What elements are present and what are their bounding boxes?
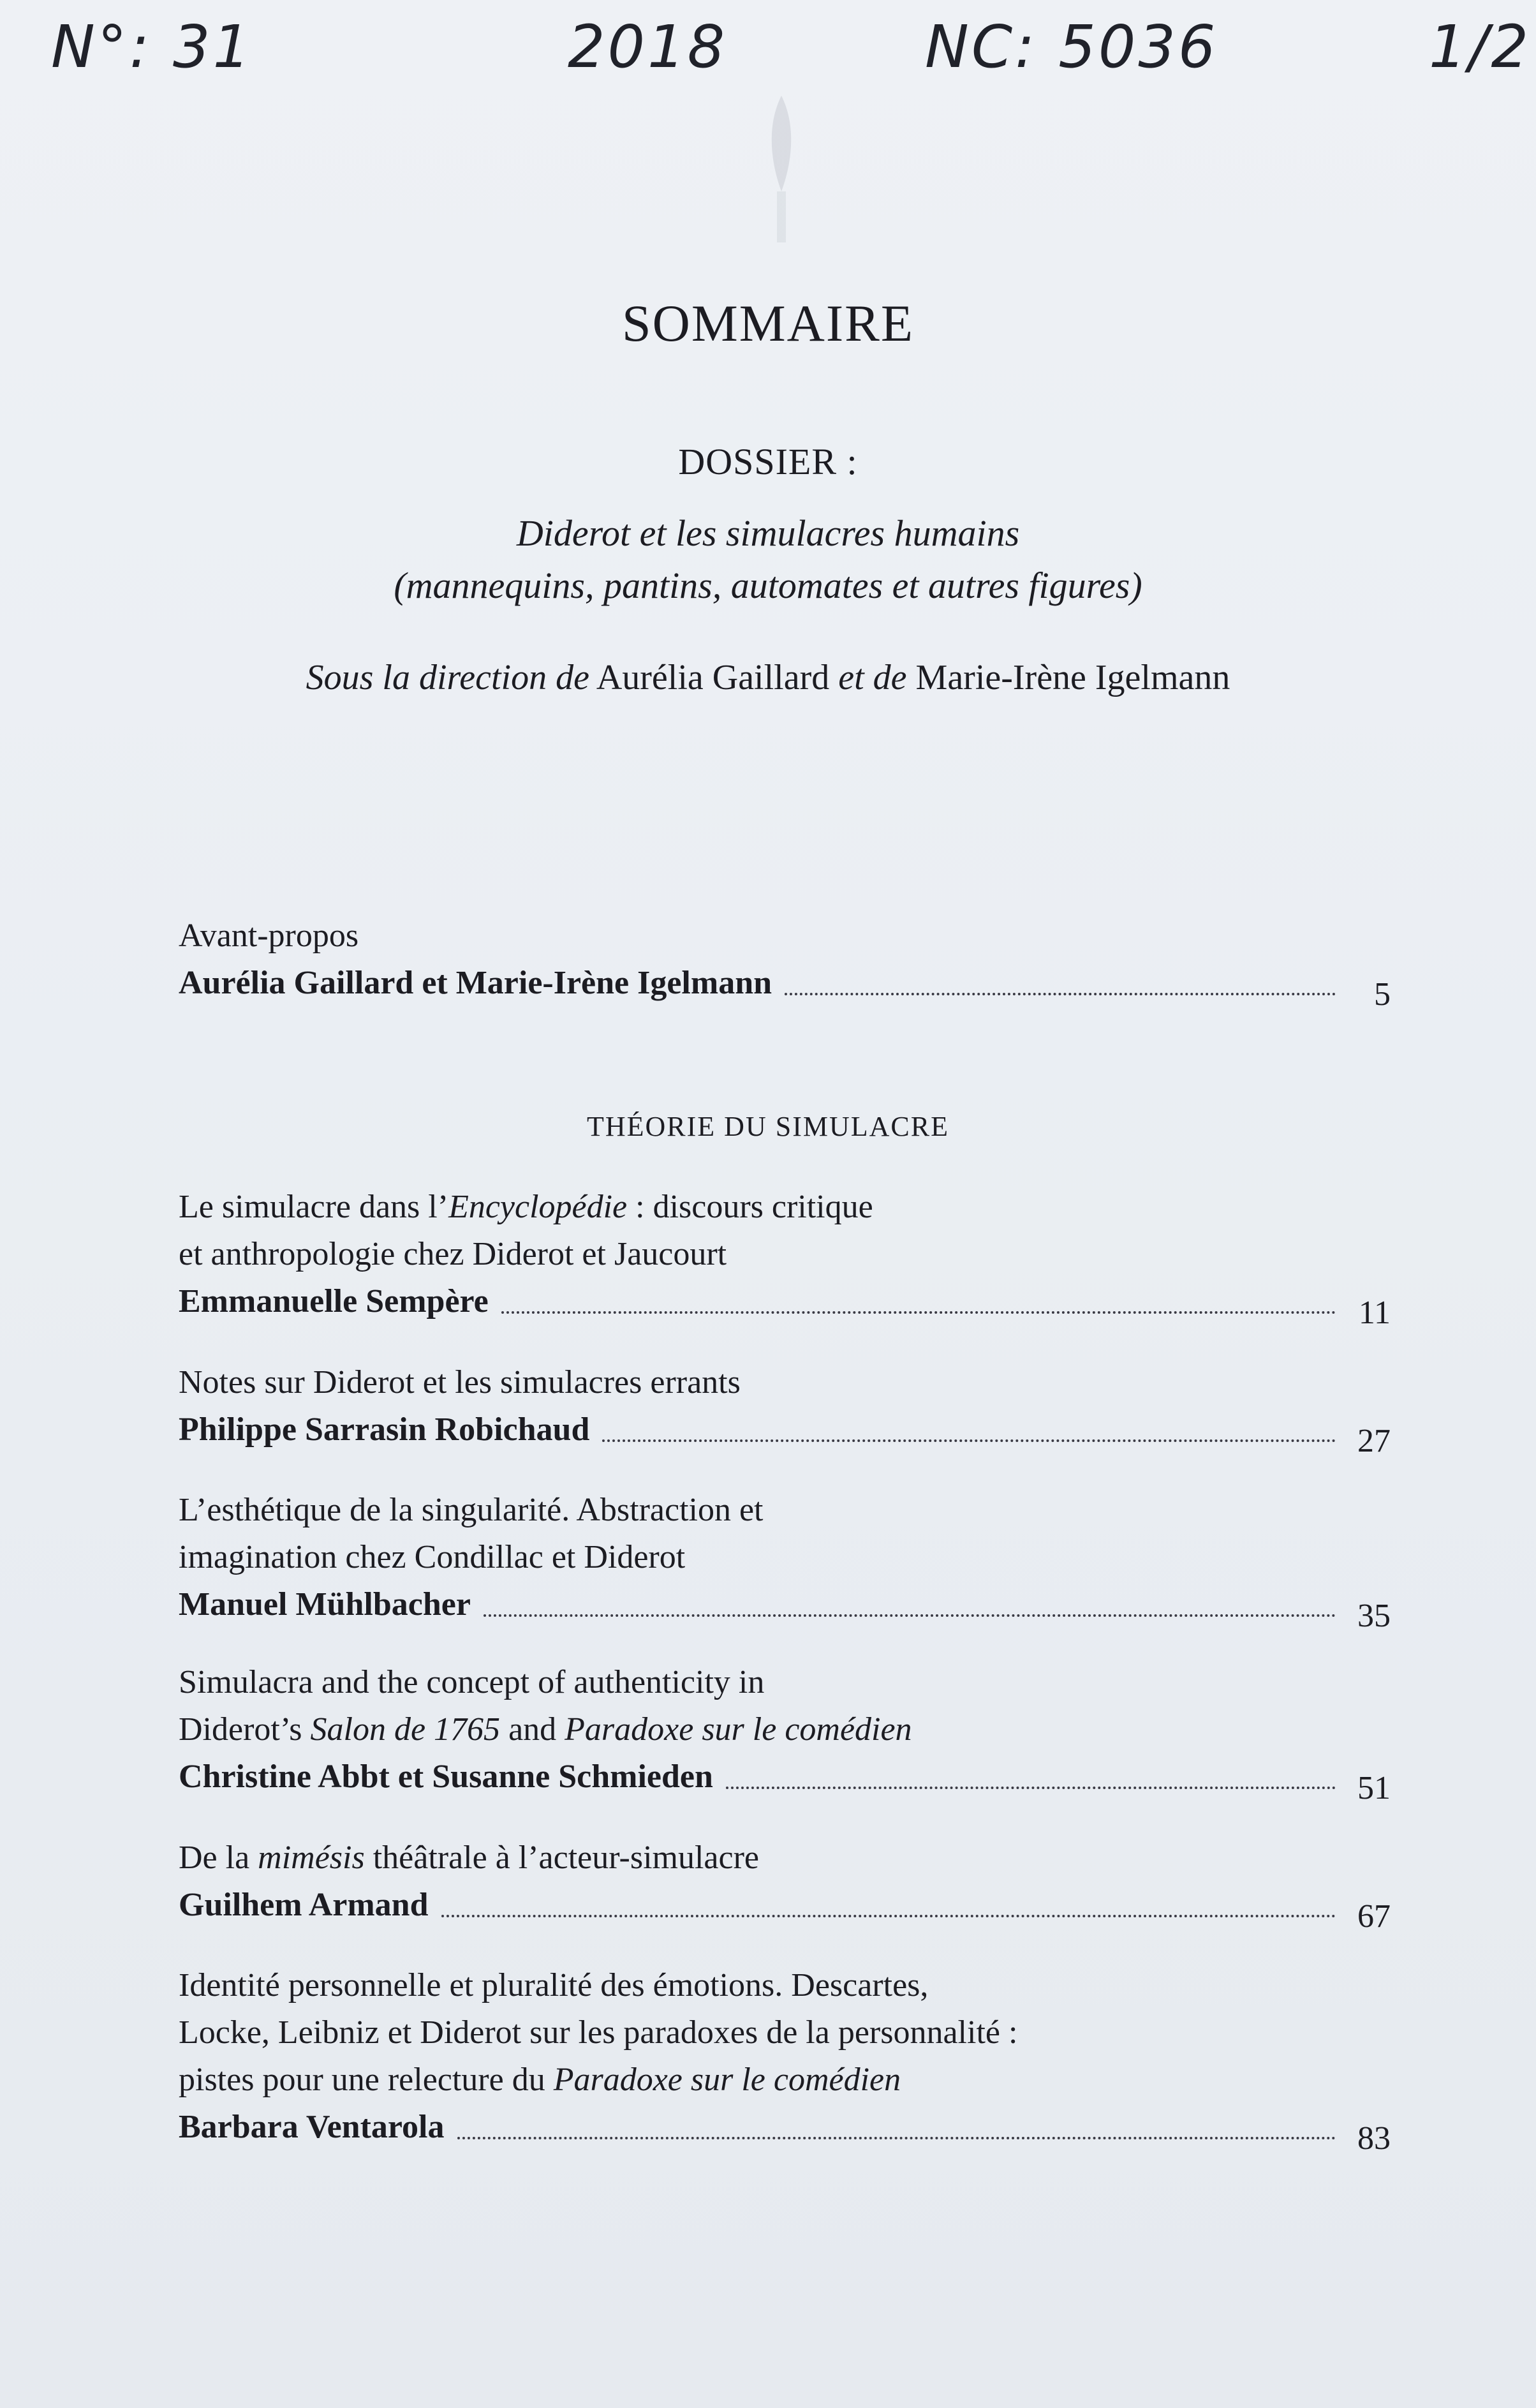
entry-author: Guilhem Armand — [179, 1887, 429, 1923]
entry-author-line — [179, 1581, 1391, 1634]
dot-leader — [484, 1614, 1336, 1617]
dot-leader — [602, 1439, 1336, 1442]
dot-leader — [441, 1915, 1336, 1917]
section-heading: THÉORIE DU SIMULACRE — [587, 1111, 949, 1142]
entry-title-line: Le simulacre dans l’Encyclopédie : discours critique — [179, 1189, 873, 1225]
entry-page: 83 — [1357, 2120, 1391, 2157]
toc-entry[interactable] — [179, 1659, 1391, 1806]
entry-author: Aurélia Gaillard et Marie-Irène Igelmann — [179, 965, 772, 1001]
entry-title-line: Notes sur Diderot et les simulacres errants — [179, 1364, 741, 1401]
entry-page: 67 — [1357, 1898, 1391, 1935]
entry-title-line: Locke, Leibniz et Diderot sur les paradoxes de la personnalité : — [179, 2014, 1018, 2051]
entry-title-line: Diderot’s Salon de 1765 and Paradoxe sur le comédien — [179, 1711, 912, 1748]
dossier-subtitle — [0, 507, 1536, 612]
entry-page: 35 — [1357, 1598, 1391, 1634]
show-through-ornament — [753, 89, 810, 255]
toc-entry[interactable] — [179, 1962, 1391, 2157]
entry-page: 51 — [1357, 1770, 1391, 1806]
toc-entry[interactable] — [179, 1487, 1391, 1634]
direction-prefix: Sous la direction de — [306, 658, 589, 697]
entry-author-line — [179, 1882, 1391, 1935]
entry-author-line — [179, 1278, 1391, 1331]
subtitle-line-1: Diderot et les simulacres humains — [516, 512, 1020, 554]
entry-title: Avant-propos — [179, 918, 359, 954]
entry-author: Manuel Mühlbacher — [179, 1586, 471, 1623]
entry-author: Emmanuelle Sempère — [179, 1283, 489, 1319]
entry-title-line: et anthropologie chez Diderot et Jaucourt — [179, 1236, 727, 1272]
entry-page: 5 — [1374, 976, 1391, 1013]
subtitle-line-2: (mannequins, pantins, automates et autres figures) — [394, 565, 1142, 606]
entry-title-line: L’esthétique de la singularité. Abstraction et — [179, 1492, 764, 1528]
handwritten-year: 2018 — [568, 13, 728, 81]
direction-joiner: et de — [838, 658, 907, 697]
handwritten-number: N°: 31 — [51, 13, 253, 81]
entry-title-line: Simulacra and the concept of authenticity in — [179, 1664, 765, 1700]
entry-author-line — [179, 1406, 1391, 1459]
toc-entry[interactable] — [179, 912, 1391, 1013]
page-title: SOMMAIRE — [622, 294, 914, 352]
entry-page: 11 — [1358, 1295, 1391, 1331]
toc-entry[interactable] — [179, 1184, 1391, 1331]
dot-leader — [785, 993, 1336, 995]
editor-1: Aurélia Gaillard — [596, 658, 830, 697]
entry-author: Philippe Sarrasin Robichaud — [179, 1411, 590, 1448]
entry-title-line: imagination chez Condillac et Diderot — [179, 1539, 686, 1575]
entry-author: Barbara Ventarola — [179, 2109, 445, 2145]
toc-entry[interactable] — [179, 1359, 1391, 1459]
handwritten-nc: NC: 5036 — [925, 13, 1218, 81]
entry-author: Christine Abbt et Susanne Schmieden — [179, 1758, 713, 1795]
handwritten-fraction: 1/2 — [1429, 13, 1532, 81]
entry-author-line — [179, 2104, 1391, 2157]
toc-entry[interactable] — [179, 1834, 1391, 1935]
editor-2: Marie-Irène Igelmann — [915, 658, 1230, 697]
editors-line — [0, 657, 1536, 698]
dot-leader — [501, 1311, 1336, 1314]
entry-author-line — [179, 960, 1391, 1013]
dossier-label: DOSSIER : — [678, 441, 858, 482]
dot-leader — [726, 1787, 1336, 1789]
entry-title-line: De la mimésis théâtrale à l’acteur-simulacre — [179, 1839, 759, 1876]
entry-author-line — [179, 1753, 1391, 1806]
entry-title-line: Identité personnelle et pluralité des émotions. Descartes, — [179, 1967, 929, 2003]
dot-leader — [457, 2137, 1336, 2139]
entry-title-line: pistes pour une relecture du Paradoxe sur le comédien — [179, 2062, 901, 2098]
entry-page: 27 — [1357, 1423, 1391, 1459]
